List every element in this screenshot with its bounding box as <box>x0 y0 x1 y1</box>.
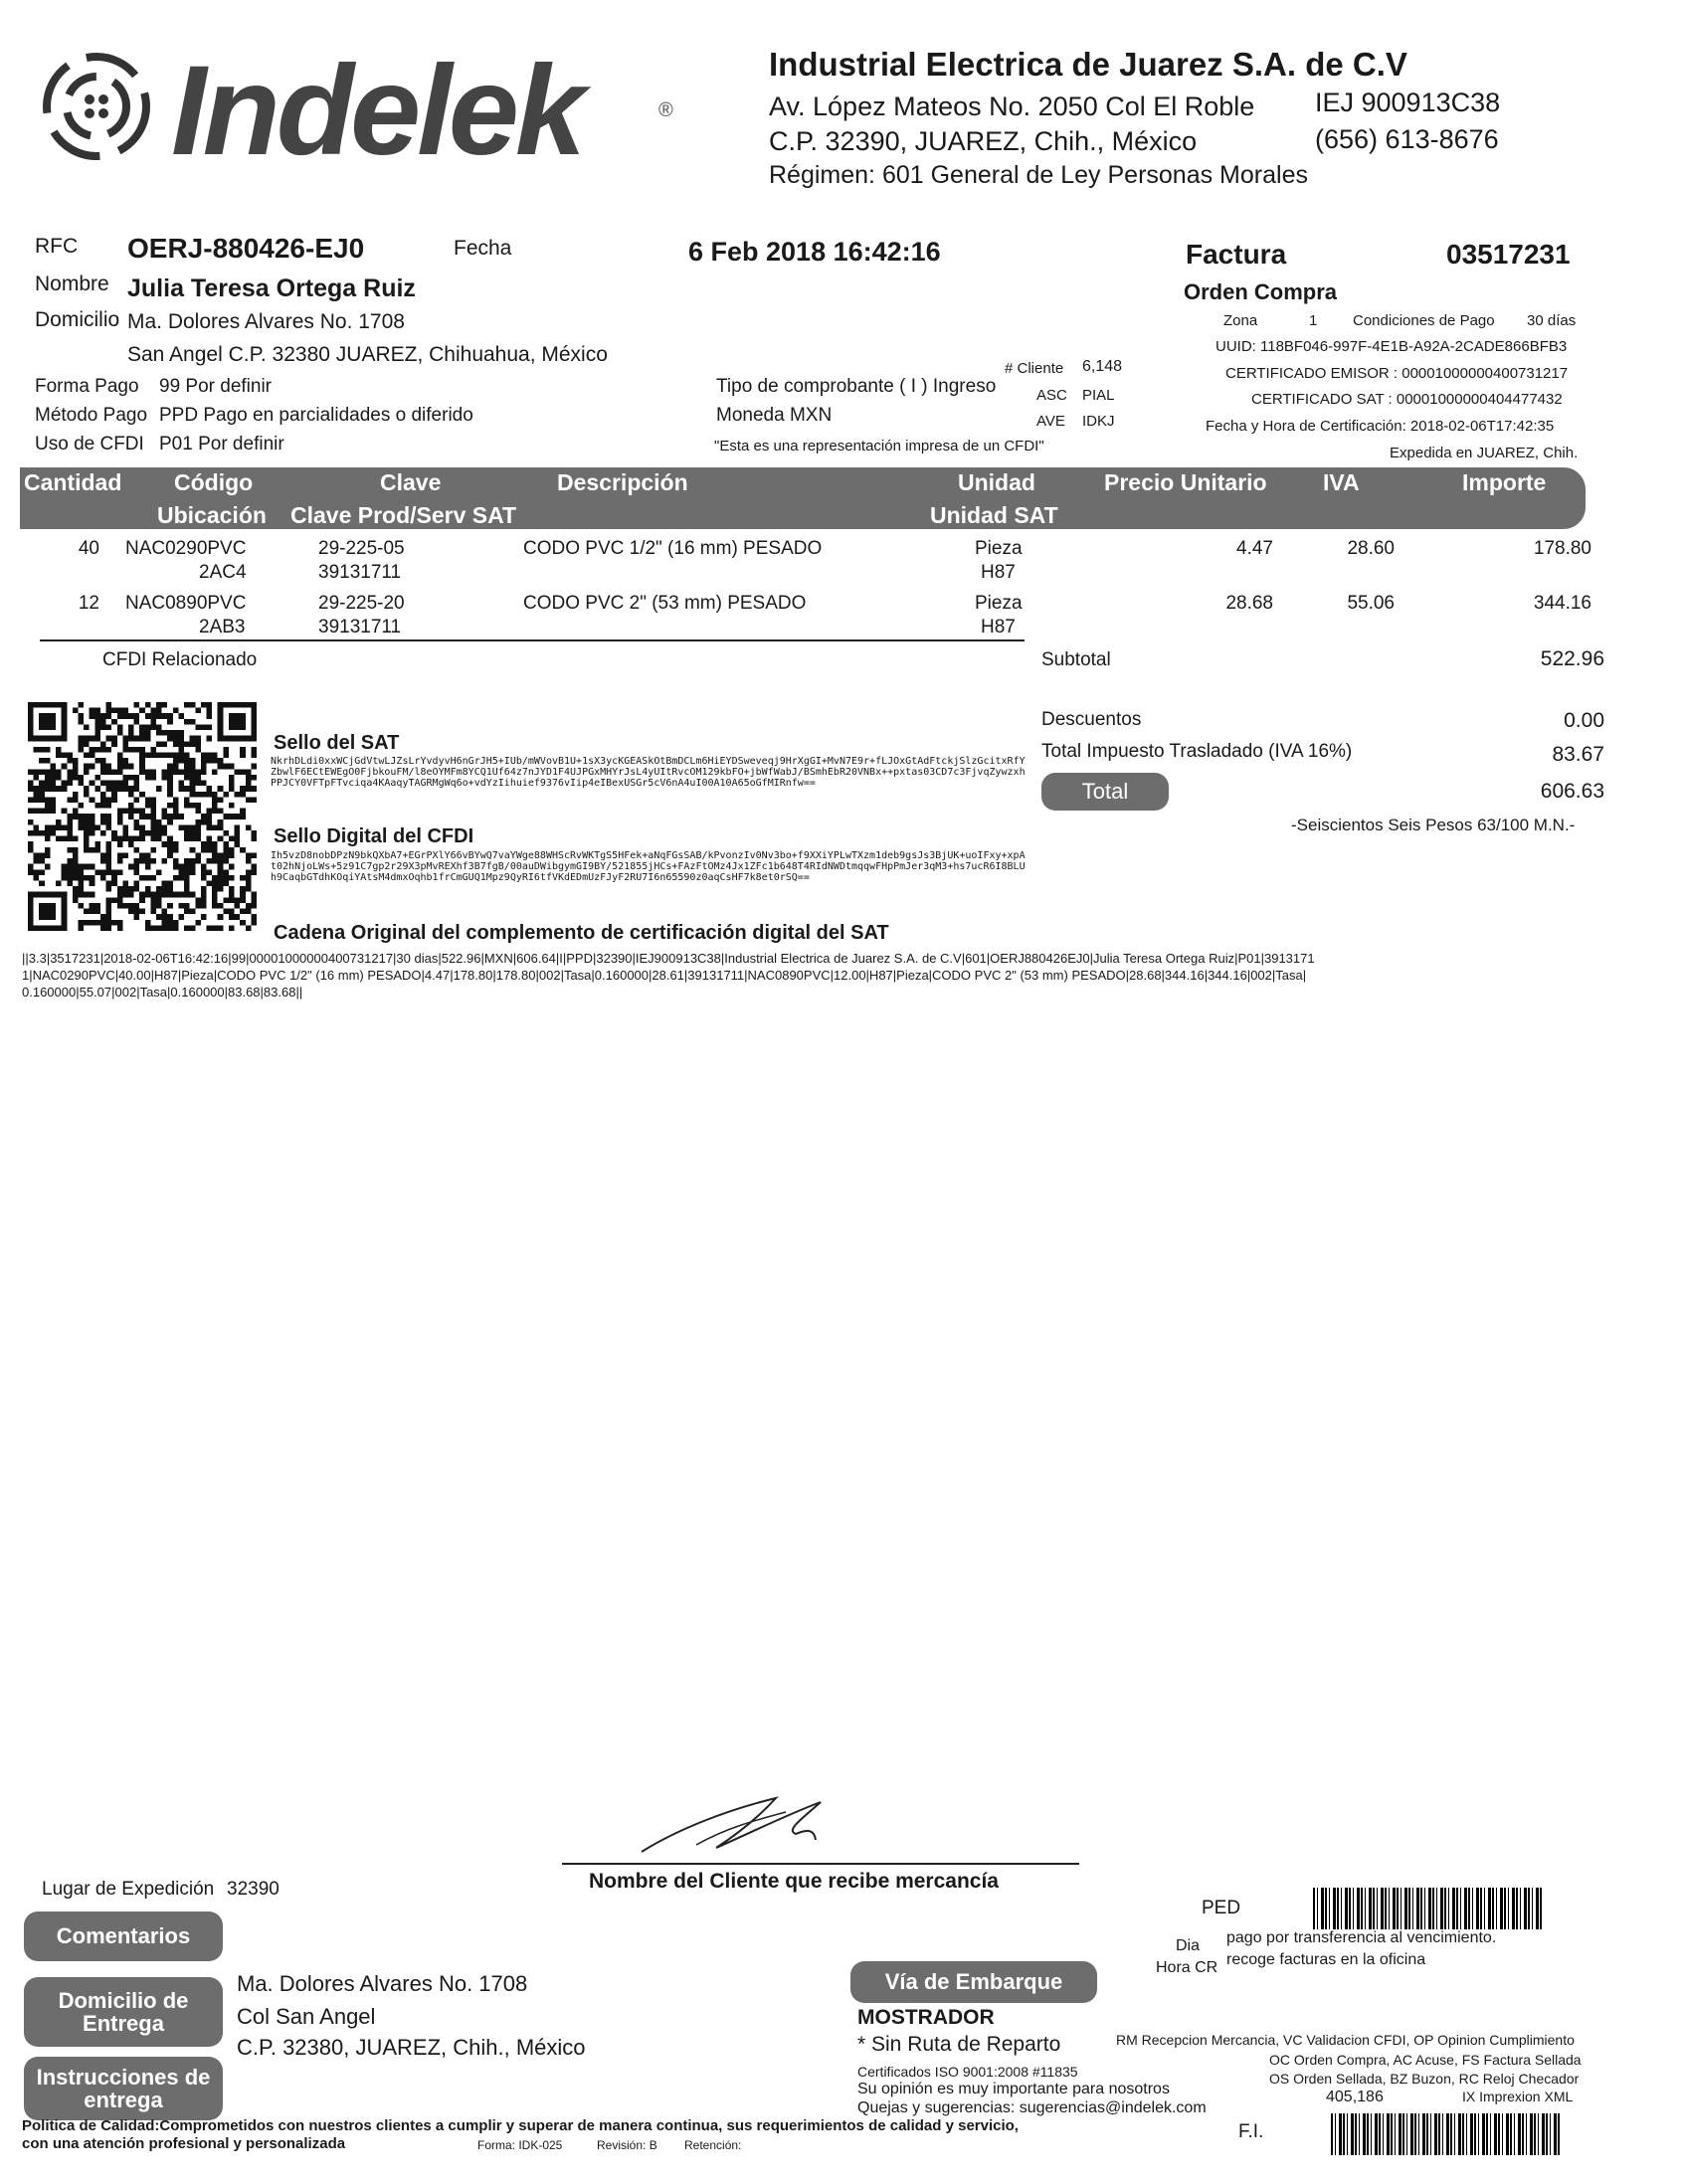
control-code: 405,186 <box>1326 2089 1384 2105</box>
uso-cfdi-label: Uso de CFDI <box>35 434 144 455</box>
opinion: Su opinión es muy importante para nosotros <box>857 2081 1170 2097</box>
company-rfc: IEJ 900913C38 <box>1315 88 1501 117</box>
factura-number: 03517231 <box>1446 239 1571 270</box>
subtotal-label: Subtotal <box>1041 649 1111 670</box>
ave-label: AVE <box>1036 413 1065 430</box>
signature <box>637 1790 845 1860</box>
unidad: Pieza <box>975 593 1023 614</box>
precio: 4.47 <box>1236 538 1273 559</box>
asc-label: ASC <box>1036 387 1067 404</box>
cantidad: 40 <box>78 538 99 559</box>
legend-1: RM Recepcion Mercancia, VC Validacion CFDI, OP Opinion Cumplimiento <box>1116 2032 1575 2048</box>
expedida: Expedida en JUAREZ, Chih. <box>1390 445 1579 461</box>
nota-1: pago por transferencia al vencimiento. <box>1226 1929 1497 1946</box>
sello-cfdi-value: Ih5vzD8nobDPzN9bkQXbA7+EGrPXlY66vBYwQ7vaYWge88WHScRvWKTgS5HFek+aNqFGsSAB/kPvonzIv0Nv3bo+f9XXiYPLwTXzm1deb9gsJs3BjUK+uoIFxy+xpAt02hNjoLWs+5z91C7gp2r29X3pMvREXhf3B7fgB/00auDWibgymGI9BY/521855jHCs+FAzFtOMz4Jx1ZFc1b648T4RIdNWDtmqqwFHpPmJer3qM3+hs7ucR6I8BLUh9CaqbGTdhKOqiYAtsM4dmxOqhb1frCmGUQ1Mpz9QyRI6tfVKdEDmUzFJyF2RU7I6n65590z0aqCsHF7k8et0rSQ== <box>271 850 1026 883</box>
factura-label: Factura <box>1186 239 1287 270</box>
cadena-value: ||3.3|3517231|2018-02-06T16:42:16|99|00001000000400731217|30 dias|522.96|MXN|606.64|I|PPD|32390|IEJ900913C38|Industrial Electrica de Juarez S.A. de C.V|601|OERJ880426EJ0|Julia Teresa Ortega Ruiz|P01|39131711|NAC0290PVC|40.00|H87|Pieza|CODO PVC 1/2" (16 mm) PESADO|4.47|178.80|178.80|002|Tasa|0.160000|28.61|39131711|NAC0890PVC|12.00|H87|Pieza|CODO PVC 2" (53 mm) PESADO|28.68|344.16|344.16|002|Tasa|0.160000|55.07|002|Tasa|0.160000|83.68|83.68|| <box>22 951 1315 1000</box>
company-name: Industrial Electrica de Juarez S.A. de C.V <box>769 46 1407 83</box>
metodo-pago-label: Método Pago <box>35 405 148 426</box>
descripcion: CODO PVC 1/2" (16 mm) PESADO <box>523 538 823 559</box>
cert-emisor: CERTIFICADO EMISOR : 00001000000400731217 <box>1225 365 1569 382</box>
orden-compra-label: Orden Compra <box>1184 279 1338 304</box>
uso-cfdi-value: P01 Por definir <box>159 434 284 455</box>
ped-label: PED <box>1202 1898 1241 1918</box>
codigo: NAC0890PVC <box>125 593 247 614</box>
domicilio-line1: Ma. Dolores Alvares No. 1708 <box>127 310 405 333</box>
nombre-value: Julia Teresa Ortega Ruiz <box>127 274 416 302</box>
entrega-line1: Ma. Dolores Alvares No. 1708 <box>237 1971 528 1996</box>
hora-label: Hora CR <box>1156 1959 1218 1976</box>
impuesto-value: 83.67 <box>1552 743 1604 766</box>
fi-label: F.I. <box>1238 2121 1264 2142</box>
legend-4: IX Imprexion XML <box>1462 2089 1574 2104</box>
entrega-line2: Col San Angel <box>237 2004 376 2029</box>
fecha-cert: Fecha y Hora de Certificación: 2018-02-06T17:42:35 <box>1206 418 1555 435</box>
sello-sat-value: NkrhDLdi0xxWCjGdVtwLJZsLrYvdyvH6nGrJH5+IUb/mWVovB1U+1sX3ycKGEASkOtBmDCLm6HiEYDSweveqj9HrXgGI+MvN7E9r+fLJOxGtAdFtckjSlzGcitxRfYZbwlF6ECtEWEgO0FjbkouFM/l8eOYMFm8YCQ1Uf64z7nJYD1F4UJPGxMHYrJsL4yUItRvcOM129kbFO+jbWfWabJ/BSmhEbR20VNBx++pxtas03CD7c3FjvqZywzxhPPJCY0VFTpFTvciqa4KAaqyTAGRMgWq6o+vdYzIihuief9376vIip4eIBexUSGr5cV6nA4uI00A10A65oGfMIRnfw== <box>271 756 1026 789</box>
uuid: UUID: 118BF046-997F-4E1B-A92A-2CADE866BFB3 <box>1215 338 1568 355</box>
zona-value: 1 <box>1309 312 1318 329</box>
col-cantidad: Cantidad <box>24 469 122 495</box>
via-embarque-pill: Vía de Embarque <box>850 1961 1097 2003</box>
col-clave: Clave <box>380 469 442 495</box>
col-unidad-sat: Unidad SAT <box>930 502 1058 528</box>
forma-code: Forma: IDK-025 <box>477 2138 563 2152</box>
col-clave-sat: Clave Prod/Serv SAT <box>290 502 517 528</box>
via-value: MOSTRADOR <box>857 2006 995 2029</box>
politica-line2: con una atención profesional y personalizada <box>22 2135 346 2152</box>
unidad-sat: H87 <box>981 617 1016 637</box>
nota-2: recoge facturas en la oficina <box>1226 1951 1426 1968</box>
company-address2: C.P. 32390, JUAREZ, Chih., México <box>769 126 1198 156</box>
fecha-label: Fecha <box>454 237 512 260</box>
ruta: * Sin Ruta de Reparto <box>857 2033 1061 2056</box>
table-rule <box>40 639 1025 641</box>
cliente-label: # Cliente <box>1005 360 1064 377</box>
politica-text: Comprometidos con nuestros clientes a cumplir y superar de manera continua, sus requerimientos de calidad y servicio, <box>159 2117 1019 2134</box>
fecha-value: 6 Feb 2018 16:42:16 <box>688 237 941 267</box>
cantidad: 12 <box>78 593 99 614</box>
comentarios-pill: Comentarios <box>24 1911 223 1961</box>
iva: 28.60 <box>1347 538 1395 559</box>
company-address1: Av. López Mateos No. 2050 Col El Roble <box>769 91 1255 121</box>
metodo-pago-value: PPD Pago en parcialidades o diferido <box>159 405 473 426</box>
zona-label: Zona <box>1223 312 1258 329</box>
impuesto-label: Total Impuesto Trasladado (IVA 16%) <box>1041 741 1353 762</box>
registered-icon: ® <box>658 99 673 121</box>
cliente-value: 6,148 <box>1082 358 1123 375</box>
lugar-label: Lugar de Expedición <box>42 1879 215 1900</box>
signature-line <box>562 1863 1079 1865</box>
ubicacion: 2AB3 <box>199 617 246 637</box>
col-unidad: Unidad <box>958 469 1035 495</box>
company-regimen: Régimen: 601 General de Ley Personas Morales <box>769 161 1308 189</box>
descripcion: CODO PVC 2" (53 mm) PESADO <box>523 593 807 614</box>
legend-3: OS Orden Sellada, BZ Buzon, RC Reloj Checador <box>1269 2071 1580 2087</box>
cert-sat: CERTIFICADO SAT : 00001000000404477432 <box>1251 391 1563 408</box>
sello-sat-label: Sello del SAT <box>274 732 400 754</box>
entrega-line3: C.P. 32380, JUAREZ, Chih., México <box>237 2035 586 2060</box>
col-iva: IVA <box>1323 469 1360 495</box>
retencion: Retención: <box>684 2138 742 2152</box>
importe: 344.16 <box>1533 593 1591 614</box>
representacion-note: "Esta es una representación impresa de un CFDI" <box>714 438 1044 455</box>
subtotal-value: 522.96 <box>1540 647 1604 670</box>
unidad: Pieza <box>975 538 1023 559</box>
logo-text: Indelek <box>171 40 583 182</box>
clave-sat: 39131711 <box>318 562 402 583</box>
iso-cert: Certificados ISO 9001:2008 #11835 <box>857 2064 1078 2080</box>
sello-cfdi-label: Sello Digital del CFDI <box>274 825 474 847</box>
col-ubicacion: Ubicación <box>157 502 267 528</box>
ubicacion: 2AC4 <box>199 562 247 583</box>
condiciones-label: Condiciones de Pago <box>1353 312 1495 329</box>
descuentos-value: 0.00 <box>1564 709 1604 732</box>
moneda: Moneda MXN <box>716 405 833 426</box>
codigo: NAC0290PVC <box>125 538 247 559</box>
swirl-icon <box>22 35 171 184</box>
domicilio-entrega-pill: Domicilio de Entrega <box>24 1977 223 2047</box>
total-pill: Total <box>1041 773 1169 811</box>
legend-2: OC Orden Compra, AC Acuse, FS Factura Sellada <box>1269 2052 1582 2068</box>
col-descripcion: Descripción <box>557 469 688 495</box>
barcode-bottom <box>1331 2113 1562 2155</box>
qr-code <box>20 702 265 931</box>
condiciones-value: 30 días <box>1527 312 1577 329</box>
clave: 29-225-20 <box>318 593 405 614</box>
col-precio: Precio Unitario <box>1104 469 1267 495</box>
politica <box>22 2117 1215 2134</box>
nombre-label: Nombre <box>35 273 109 295</box>
lugar-value: 32390 <box>227 1879 280 1900</box>
tipo-comprobante: Tipo de comprobante ( I ) Ingreso <box>716 376 997 397</box>
ave-value: IDKJ <box>1082 413 1115 430</box>
unidad-sat: H87 <box>981 562 1016 583</box>
company-logo <box>22 30 688 189</box>
asc-value: PIAL <box>1082 387 1115 404</box>
rfc-value: OERJ-880426-EJ0 <box>127 233 365 264</box>
importe: 178.80 <box>1533 538 1591 559</box>
firma-label: Nombre del Cliente que recibe mercancía <box>589 1870 999 1893</box>
quejas: Quejas y sugerencias: sugerencias@indelek.com <box>857 2099 1207 2116</box>
clave: 29-225-05 <box>318 538 405 559</box>
cfdi-relacionado: CFDI Relacionado <box>102 649 258 670</box>
domicilio-label: Domicilio <box>35 308 120 331</box>
iva: 55.06 <box>1347 593 1395 614</box>
barcode-top <box>1313 1888 1544 1929</box>
domicilio-line2: San Angel C.P. 32380 JUAREZ, Chihuahua, México <box>127 343 608 366</box>
clave-sat: 39131711 <box>318 617 402 637</box>
instrucciones-pill: Instrucciones de entrega <box>24 2057 223 2120</box>
precio: 28.68 <box>1225 593 1273 614</box>
cadena-label: Cadena Original del complemento de certificación digital del SAT <box>274 922 889 944</box>
descuentos-label: Descuentos <box>1041 709 1142 730</box>
col-codigo: Código <box>174 469 254 495</box>
politica-label: Politica de Calidad: <box>22 2117 160 2134</box>
company-phone: (656) 613-8676 <box>1315 124 1499 154</box>
dia-label: Dia <box>1176 1937 1201 1954</box>
forma-pago-value: 99 Por definir <box>159 376 273 397</box>
revision: Revisión: B <box>597 2138 657 2152</box>
total-letra: -Seiscientos Seis Pesos 63/100 M.N.- <box>1291 816 1576 834</box>
col-importe: Importe <box>1462 469 1547 495</box>
forma-pago-label: Forma Pago <box>35 376 139 397</box>
rfc-label: RFC <box>35 235 79 258</box>
total-value: 606.63 <box>1540 780 1604 803</box>
